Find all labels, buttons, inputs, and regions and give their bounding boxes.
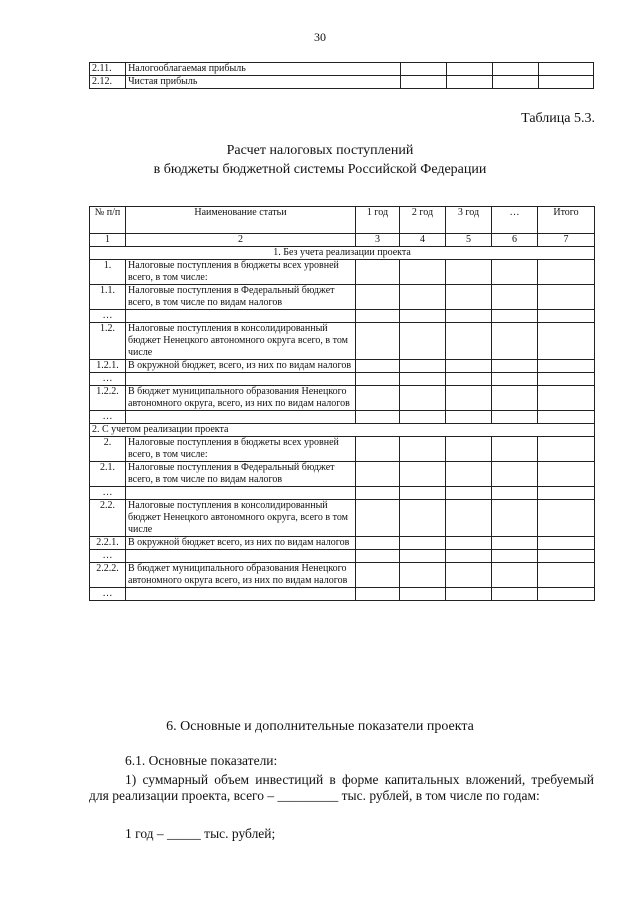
value-cell <box>356 462 400 487</box>
row-number: … <box>90 588 126 601</box>
value-cell <box>400 63 446 76</box>
row-name: В бюджет муниципального образования Ненецкого автономного округа, всего, из них по видам налогов <box>126 386 356 411</box>
row-number: 1. <box>90 260 126 285</box>
value-cell <box>446 63 492 76</box>
value-cell <box>446 462 492 487</box>
value-cell <box>400 462 446 487</box>
row-name: Налогооблагаемая прибыль <box>126 63 401 76</box>
row-name <box>126 411 356 424</box>
value-cell <box>538 285 595 310</box>
value-cell <box>538 537 595 550</box>
value-cell <box>400 260 446 285</box>
value-cell <box>400 411 446 424</box>
section-title: 1. Без учета реализации проекта <box>90 247 595 260</box>
value-cell <box>538 360 595 373</box>
table-row <box>90 310 595 323</box>
section-row <box>90 424 595 437</box>
value-cell <box>492 310 538 323</box>
value-cell <box>400 310 446 323</box>
value-cell <box>356 310 400 323</box>
value-cell <box>356 360 400 373</box>
row-number: 2.2. <box>90 500 126 537</box>
value-cell <box>400 563 446 588</box>
value-cell <box>538 323 595 360</box>
value-cell <box>538 63 593 76</box>
row-number: … <box>90 487 126 500</box>
row-number: … <box>90 411 126 424</box>
value-cell <box>400 76 446 89</box>
row-name <box>126 373 356 386</box>
value-cell <box>400 360 446 373</box>
value-cell <box>538 411 595 424</box>
header-year3: 3 год <box>446 207 492 234</box>
value-cell <box>356 260 400 285</box>
value-cell <box>538 373 595 386</box>
value-cell <box>538 500 595 537</box>
header-total: Итого <box>538 207 595 234</box>
table-row <box>90 437 595 462</box>
table-row <box>90 500 595 537</box>
table-row <box>90 588 595 601</box>
value-cell <box>400 588 446 601</box>
tax-revenue-table <box>89 206 595 601</box>
row-number: 2.11. <box>90 63 126 76</box>
top-table-row <box>90 76 594 89</box>
value-cell <box>538 588 595 601</box>
table-row <box>90 323 595 360</box>
value-cell <box>446 285 492 310</box>
year-line: 1 год – _____ тыс. рублей; <box>125 826 276 841</box>
value-cell <box>492 550 538 563</box>
value-cell <box>446 588 492 601</box>
row-name: Налоговые поступления в Федеральный бюджет всего, в том числе по видам налогов <box>126 462 356 487</box>
table-row <box>90 487 595 500</box>
value-cell <box>356 285 400 310</box>
top-table <box>89 62 594 89</box>
table-row <box>90 260 595 285</box>
paragraph-investments: 1) суммарный объем инвестиций в форме капитальных вложений, требуемый для реализации проекта, всего – _________ тыс. рублей, в том числе по годам: <box>89 772 594 803</box>
value-cell <box>400 285 446 310</box>
value-cell <box>538 487 595 500</box>
value-cell <box>492 563 538 588</box>
value-cell <box>446 563 492 588</box>
value-cell <box>356 411 400 424</box>
value-cell <box>446 360 492 373</box>
row-name: Налоговые поступления в консолидированный бюджет Ненецкого автономного округа всего, в том числе <box>126 323 356 360</box>
value-cell <box>356 550 400 563</box>
row-number: 2.1. <box>90 462 126 487</box>
value-cell <box>446 411 492 424</box>
header-year2: 2 год <box>400 207 446 234</box>
header-ellipsis: … <box>492 207 538 234</box>
value-cell <box>356 500 400 537</box>
col-number: 6 <box>492 234 538 247</box>
column-number-row <box>90 234 595 247</box>
value-cell <box>492 323 538 360</box>
page-number: 30 <box>314 30 326 44</box>
value-cell <box>446 310 492 323</box>
value-cell <box>492 462 538 487</box>
row-number: 2.12. <box>90 76 126 89</box>
table-row <box>90 411 595 424</box>
row-number: 2. <box>90 437 126 462</box>
section-row <box>90 247 595 260</box>
value-cell <box>538 76 593 89</box>
col-number: 4 <box>400 234 446 247</box>
value-cell <box>492 386 538 411</box>
table-row <box>90 373 595 386</box>
row-name <box>126 550 356 563</box>
row-number: 1.2.1. <box>90 360 126 373</box>
value-cell <box>492 537 538 550</box>
row-number: 2.2.1. <box>90 537 126 550</box>
section-heading-6: 6. Основные и дополнительные показатели проекта <box>166 719 474 734</box>
row-name: Налоговые поступления в консолидированный бюджет Ненецкого автономного округа, всего в том числе <box>126 500 356 537</box>
row-name <box>126 588 356 601</box>
col-number: 3 <box>356 234 400 247</box>
value-cell <box>492 76 538 89</box>
value-cell <box>356 386 400 411</box>
table-row <box>90 563 595 588</box>
row-name: В бюджет муниципального образования Ненецкого автономного округа всего, из них по видам налогов <box>126 563 356 588</box>
value-cell <box>446 487 492 500</box>
value-cell <box>446 550 492 563</box>
value-cell <box>492 260 538 285</box>
value-cell <box>492 373 538 386</box>
table-row <box>90 360 595 373</box>
value-cell <box>492 285 538 310</box>
row-number: 1.1. <box>90 285 126 310</box>
table-row <box>90 550 595 563</box>
value-cell <box>400 500 446 537</box>
value-cell <box>538 550 595 563</box>
value-cell <box>446 500 492 537</box>
value-cell <box>400 373 446 386</box>
value-cell <box>400 550 446 563</box>
value-cell <box>400 437 446 462</box>
value-cell <box>538 260 595 285</box>
value-cell <box>356 437 400 462</box>
header-year1: 1 год <box>356 207 400 234</box>
value-cell <box>400 537 446 550</box>
value-cell <box>492 487 538 500</box>
value-cell <box>356 588 400 601</box>
value-cell <box>446 323 492 360</box>
value-cell <box>538 462 595 487</box>
table-header-row <box>90 207 595 234</box>
value-cell <box>356 537 400 550</box>
row-name <box>126 487 356 500</box>
table-title-line2: в бюджеты бюджетной системы Российской Федерации <box>153 162 487 177</box>
value-cell <box>356 487 400 500</box>
row-name: Чистая прибыль <box>126 76 401 89</box>
col-number: 7 <box>538 234 595 247</box>
row-number: … <box>90 310 126 323</box>
value-cell <box>446 437 492 462</box>
value-cell <box>538 310 595 323</box>
row-number: … <box>90 550 126 563</box>
table-row <box>90 386 595 411</box>
value-cell <box>492 63 538 76</box>
table-row <box>90 285 595 310</box>
header-num: № п/п <box>90 207 126 234</box>
section-title: 2. С учетом реализации проекта <box>90 424 595 437</box>
row-name: Налоговые поступления в Федеральный бюджет всего, в том числе по видам налогов <box>126 285 356 310</box>
row-name: В окружной бюджет всего, из них по видам налогов <box>126 537 356 550</box>
value-cell <box>400 323 446 360</box>
value-cell <box>492 411 538 424</box>
value-cell <box>356 373 400 386</box>
col-number: 2 <box>126 234 356 247</box>
value-cell <box>446 373 492 386</box>
row-name: Налоговые поступления в бюджеты всех уровней всего, в том числе: <box>126 437 356 462</box>
value-cell <box>538 437 595 462</box>
row-number: 2.2.2. <box>90 563 126 588</box>
top-table-row <box>90 63 594 76</box>
row-number: … <box>90 373 126 386</box>
value-cell <box>492 588 538 601</box>
value-cell <box>446 537 492 550</box>
value-cell <box>492 437 538 462</box>
value-cell <box>538 563 595 588</box>
table-title-line1: Расчет налоговых поступлений <box>226 143 414 158</box>
value-cell <box>400 386 446 411</box>
value-cell <box>492 360 538 373</box>
row-name: Налоговые поступления в бюджеты всех уровней всего, в том числе: <box>126 260 356 285</box>
value-cell <box>400 487 446 500</box>
value-cell <box>356 563 400 588</box>
value-cell <box>446 260 492 285</box>
value-cell <box>446 386 492 411</box>
col-number: 5 <box>446 234 492 247</box>
row-name <box>126 310 356 323</box>
header-name: Наименование статьи <box>126 207 356 234</box>
value-cell <box>538 386 595 411</box>
value-cell <box>446 76 492 89</box>
table-title <box>0 141 640 179</box>
table-row <box>90 537 595 550</box>
table-caption: Таблица 5.3. <box>521 111 595 126</box>
col-number: 1 <box>90 234 126 247</box>
subsection-heading-6-1: 6.1. Основные показатели: <box>125 753 278 768</box>
row-number: 1.2.2. <box>90 386 126 411</box>
row-name: В окружной бюджет, всего, из них по видам налогов <box>126 360 356 373</box>
table-row <box>90 462 595 487</box>
value-cell <box>356 323 400 360</box>
value-cell <box>492 500 538 537</box>
row-number: 1.2. <box>90 323 126 360</box>
